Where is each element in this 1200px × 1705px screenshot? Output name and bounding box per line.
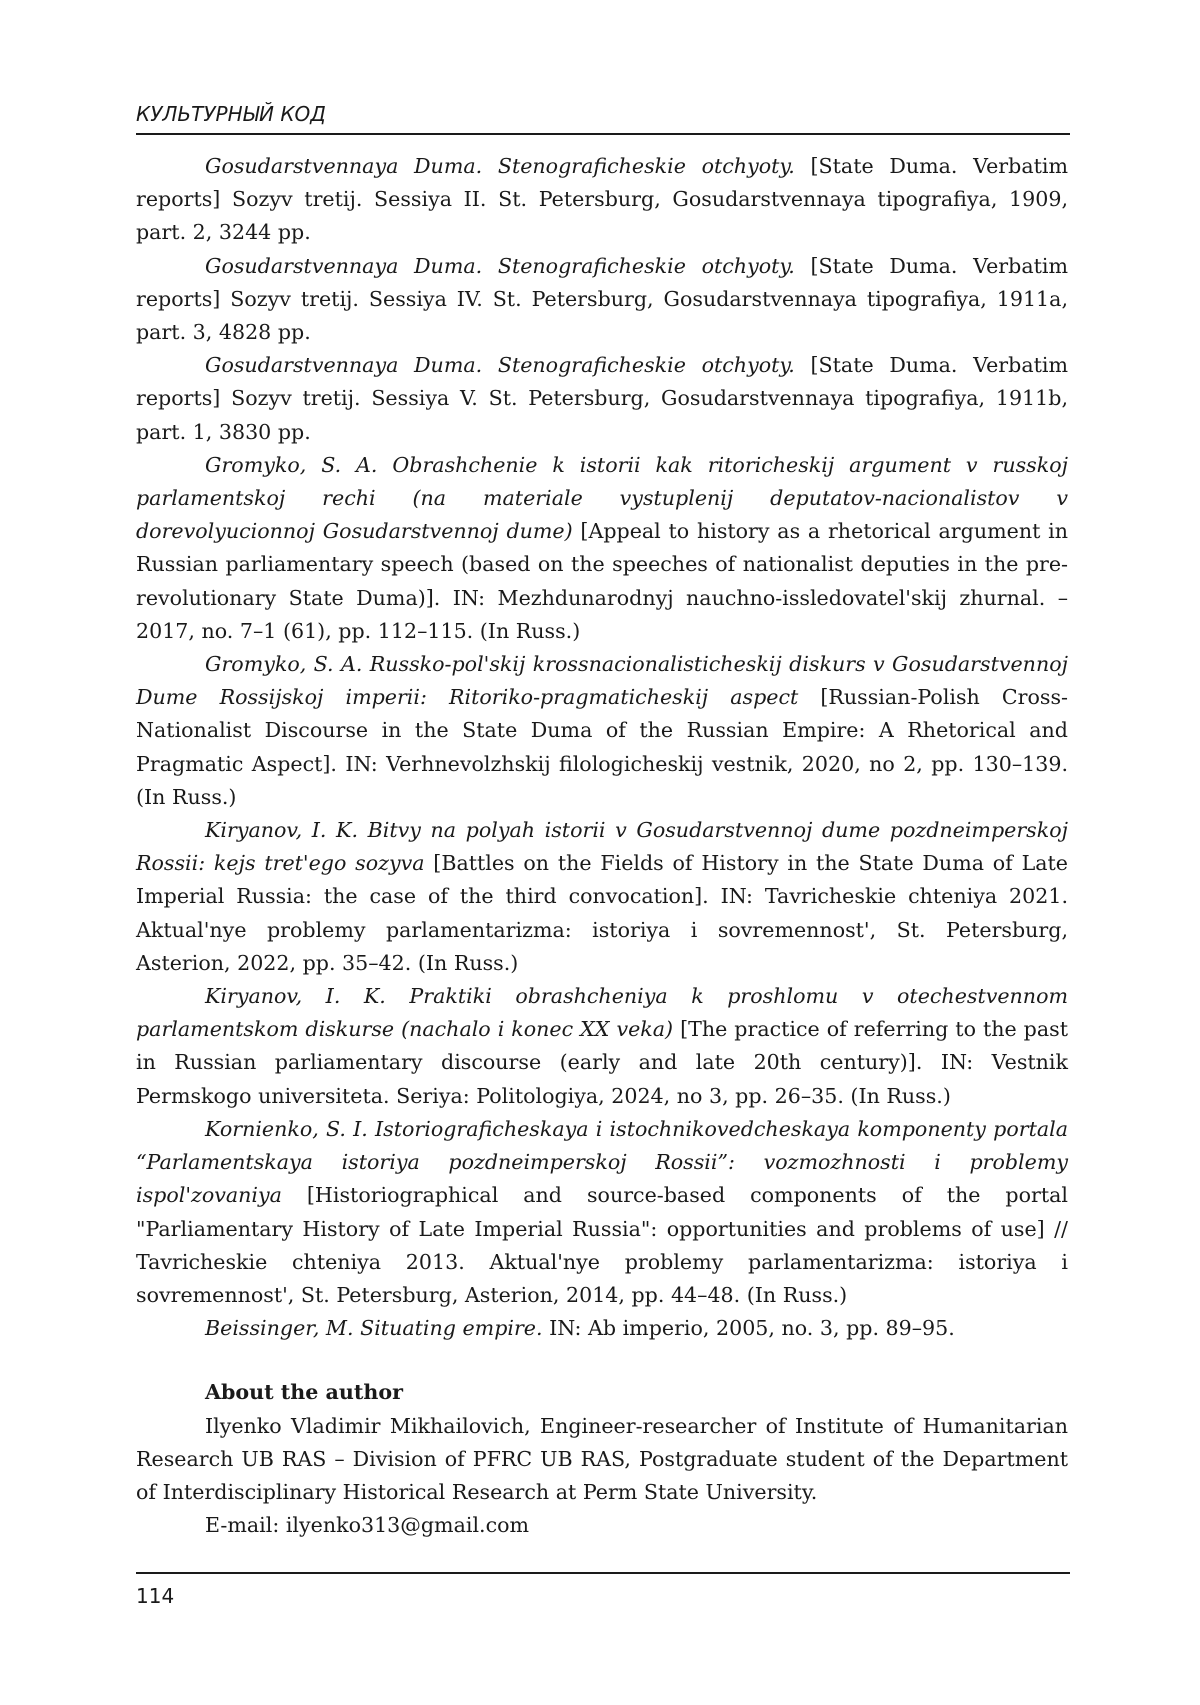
reference-details: IN: Ab imperio, 2005, no. 3, pp. 89–95. [542,1316,955,1341]
reference-title: Gosudarstvennaya Duma. Stenograficheskie otchyoty. [205,253,795,278]
reference-entry [136,449,1068,648]
running-head: КУЛЬТУРНЫЙ КОД [136,102,326,126]
author-email: E-mail: ilyenko313@gmail.com [205,1513,530,1537]
reference-title: Beissinger, M. Situating empire. [205,1316,543,1341]
page-number: 114 [136,1584,175,1608]
reference-entry [136,349,1068,449]
reference-details: [State Duma. Verbatim reports] Sozyv tretij. Sessiya V. St. Petersburg, Gosudarstvennaya tipografiya, 1911b, part. 1, 3830 pp. [136,353,1068,444]
reference-entry [136,150,1068,250]
reference-details: [Russian-Polish Cross-Nationalist Discourse in the State Duma of the Russian Empire: A Rhetorical and Pragmatic Aspect]. IN: Verhnevolzhskij filologicheskij vestnik, 2020, no 2, pp. 130–139. (In Russ.) [136,685,1068,809]
reference-details: [Battles on the Fields of History in the State Duma of Late Imperial Russia: the case of the third convocation]. IN: Tavricheskie chteniya 2021. Aktual'nye problemy parlamentarizma: istoriya i sovremennost', St. Petersburg, Asterion, 2022, pp. 35–42. (In Russ.) [136,851,1068,975]
reference-entry [136,250,1068,350]
reference-details: [State Duma. Verbatim reports] Sozyv tretij. Sessiya II. St. Petersburg, Gosudarstvennaya tipografiya, 1909, part. 2, 3244 pp. [136,154,1068,245]
reference-entry [136,814,1068,980]
reference-title: Gosudarstvennaya Duma. Stenograficheskie otchyoty. [205,154,795,178]
about-author-heading: About the author [205,1380,403,1404]
reference-title: Kiryanov, I. K. Praktiki obrashcheniya k proshlomu v otechestvennom parlamentskom diskurse (nachalo i konec XX veka) [136,984,1068,1042]
reference-details: [The practice of referring to the past in Russian parliamentary discourse (early and late 20th century)]. IN: Vestnik Permskogo universiteta. Seriya: Politologiya, 2024, no 3, pp. 26–35. (In Russ.) [136,1017,1068,1108]
header-rule [136,133,1070,135]
author-bio: Ilyenko Vladimir Mikhailovich, Engineer-researcher of Institute of Humanitarian Research UB RAS – Division of PFRC UB RAS, Postgraduate student of the Department of Interdisciplinary Historical Research at Perm State University. [136,1414,1068,1504]
reference-entry [136,980,1068,1113]
reference-title: Kornienko, S. I. Istoriograficheskaya i istochnikovedcheskaya komponenty portala “Parlamentskaya istoriya pozdneimperskoj Rossii”: vozmozhnosti i problemy ispol'zovaniya [136,1116,1068,1208]
reference-details: [Historiographical and source-based components of the portal "Parliamentary History of Late Imperial Russia": opportunities and problems of use] // Tavricheskie chteniya 2013. Aktual'nye problemy parlamentarizma: istoriya i sovremennost', St. Petersburg, Asterion, 2014, pp. 44–48. (In Russ.) [136,1183,1068,1307]
reference-title: Gromyko, S. A. Obrashchenie k istorii kak ritoricheskij argument v russkoj parlamentskoj rechi (na materiale vystuplenij deputatov-nacionalistov v dorevolyucionnoj Gosudarstvennoj dume) [136,452,1068,544]
footer-rule [136,1572,1070,1574]
reference-title: Kiryanov, I. K. Bitvy na polyah istorii v Gosudarstvennoj dume pozdneimperskoj Rossii: kejs tret'ego sozyva [136,818,1068,876]
reference-details: [Appeal to history as a rhetorical argument in Russian parliamentary speech (based on the speeches of nationalist deputies in the pre-revolutionary State Duma)]. IN: Mezhdunarodnyj nauchno-issledovatel'skij zhurnal. – 2017, no. 7–1 (61), pp. 112–115. (In Russ.) [136,519,1068,643]
reference-list [136,150,1068,1345]
reference-title: Gromyko, S. A. Russko-pol'skij krossnacionalisticheskij diskurs v Gosudarstvennoj Dume Rossijskoj imperii: Ritoriko-pragmaticheskij aspect [136,652,1068,710]
reference-entry [136,648,1068,814]
about-author-section [136,1410,1068,1542]
reference-entry [136,1113,1068,1312]
reference-entry [136,1312,1068,1345]
reference-details: [State Duma. Verbatim reports] Sozyv tretij. Sessiya IV. St. Petersburg, Gosudarstvennaya tipografiya, 1911a, part. 3, 4828 pp. [136,253,1068,345]
reference-title: Gosudarstvennaya Duma. Stenograficheskie otchyoty. [205,353,795,378]
